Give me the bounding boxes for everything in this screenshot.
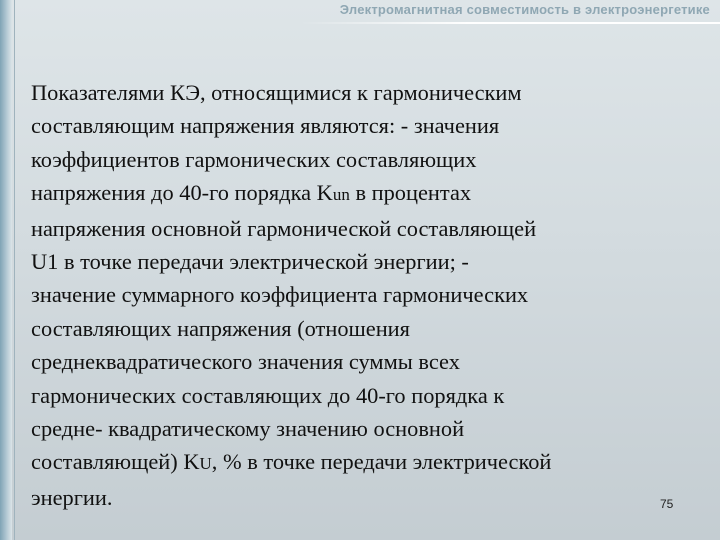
body-line: U1 в точке передачи электрической энергии; - (31, 249, 469, 275)
body-line: составляющим напряжения являются: - значения (31, 113, 500, 139)
body-line-ku (31, 445, 703, 480)
ku-subscript: U (199, 454, 212, 474)
left-accent-line (14, 0, 15, 540)
kun-subscript: un (332, 185, 350, 205)
body-line: значение суммарного коэффициента гармонических (31, 282, 529, 308)
line12-prefix: составляющей) K (31, 449, 200, 475)
line4-suffix: в процентах (349, 180, 472, 206)
body-line: энергии. (31, 484, 113, 510)
page-number: 75 (660, 497, 674, 511)
body-line: Показателями КЭ, относящимися к гармоническим (31, 80, 522, 105)
slide-body-text (31, 76, 703, 514)
left-accent-bar (0, 0, 12, 540)
body-line: средне- квадратическому значению основной (31, 416, 465, 442)
slide-header-title: Электромагнитная совместимость в электроэнергетике (339, 2, 710, 17)
line12-suffix: , % в точке передачи электрической (211, 449, 552, 475)
body-line: гармонических составляющих до 40-го порядка к (31, 382, 505, 408)
header-divider (300, 22, 720, 24)
body-line: составляющих напряжения (отношения (31, 315, 410, 341)
body-line: напряжения основной гармонической составляющей (31, 215, 537, 241)
body-line-kun (31, 176, 703, 211)
body-line: среднеквадратического значения суммы всех (31, 349, 460, 375)
line4-prefix: напряжения до 40-го порядка K (31, 180, 333, 206)
body-line: коэффициентов гармонических составляющих (31, 146, 477, 172)
